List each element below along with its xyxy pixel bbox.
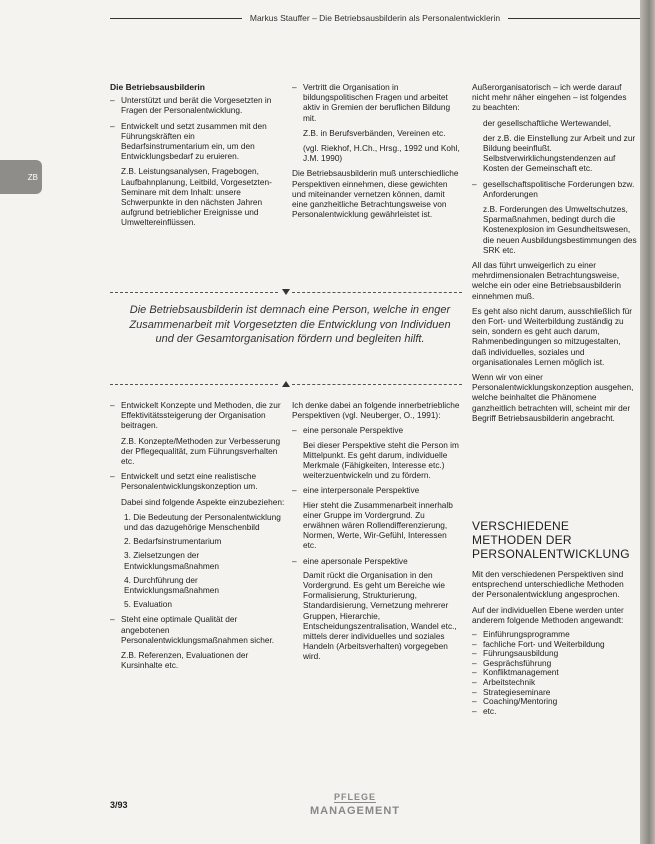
example-note: z.B. Forderungen des Umweltschutzes, Sparmaßnahmen, bedingt durch die Kostenexplosion im Gesundheitswesen, die neuen Ausbildungsbestimmungen des SRK etc. [483,204,637,255]
paragraph: Auf der individuellen Ebene werden unter anderem folgende Methoden angewandt: [472,604,624,625]
item-number: 5. [124,599,131,610]
list-item: – Unterstützt und berät die Vorgesetzten in Fragen der Personalentwicklung. [110,95,285,115]
perspective-item [292,485,462,550]
quote-rule-left-bottom [110,384,278,385]
perspective-text: Hier steht die Zusammenarbeit innerhalb einer Gruppe im Vordergrund. Zu erwähnen wären Rollendifferenzierung, Normen, Werte, Wir-Gefühl, Interessen etc. [303,499,453,551]
perspective-label: – eine apersonale Perspektive [303,555,408,566]
side-tab-label: ZB [27,172,38,182]
perspective-list [292,425,462,661]
page-number: 3/93 [110,800,128,810]
running-title: Markus Stauffer – Die Betriebsausbilderin als Personalentwicklerin [249,13,501,23]
header-rule-left [110,18,242,19]
column-1-bottom [110,400,285,675]
item-text: Bedarfsinstrumentarium [133,536,222,547]
example-note: Z.B. Konzepte/Methoden zur Verbesserung der Pflegequalität, zum Führungsverhalten etc. [121,435,281,467]
aspect-list [110,512,285,610]
section-heading-methods: VERSCHIEDENE METHODEN DER PERSONALENTWICKLUNG [472,519,630,561]
method-item: – Arbeitstechnik [472,678,637,688]
item-text: Evaluation [133,599,172,610]
numbered-item [110,536,285,546]
column-3-top [472,82,637,428]
list-item: der z.B. die Einstellung zur Arbeit und zur Bildung beeinflußt. Selbstverwirklichungstendenzen auf Kosten der Gemeinschaft etc. [483,132,636,174]
method-item: – Einführungsprogramme [472,630,637,640]
paragraph: All das führt unweigerlich zu einer mehrdimensionalen Betrachtungsweise, welche ein oder eine Betriebsausbilderin einnehmen muß. [472,260,621,301]
method-item: – Strategieseminare [472,688,637,698]
duty-list [110,95,285,161]
perspective-label: – eine personale Perspektive [303,425,404,436]
magazine-logo [300,787,410,817]
methods-list [472,630,637,716]
item-number: 2. [124,536,131,547]
method-item: – etc. [472,707,637,717]
paragraph: Ich denke dabei an folgende innerbetriebliche Perspektiven (vgl. Neuberger, O., 1991): [292,400,460,421]
paragraph: Die Betriebsausbilderin muß unterschiedliche Perspektiven einnehmen, diese gewichten und miteinander vernetzen können, damit eine ganzheitliche Betrachtungsweise von Personalentwicklung gewährleistet ist. [292,168,459,220]
pull-quote: Die Betriebsausbilderin ist demnach eine Person, welche in enger Zusammenarbeit mit Vorgesetzten die Entwicklung von Individuen und der Gesamtorganisation fördern und begleiten hilft. [129,304,451,345]
numbered-item [110,512,285,532]
logo-bottom: MANAGEMENT [309,805,401,817]
paragraph: Mit den verschiedenen Perspektiven sind entsprechend unterschiedliche Methoden der Personalentwicklung angesprochen. [472,569,624,600]
method-item: – Coaching/Mentoring [472,697,637,707]
column-2-bottom [292,400,462,667]
paragraph: Wenn wir von einer Personalentwicklungskonzeption ausgehen, welche beinhaltet die Phänomene ganzheitlich betrachten will, scheint mir der Begriff Betriebsausbilderin angebracht. [472,372,634,423]
numbered-item [110,575,285,595]
example-note: Z.B. Leistungsanalysen, Fragebogen, Laufbahnplanung, Leitbild, Vorgesetzten-Seminare mit dem Inhalt: unsere Schwerpunkte in den nächsten Jahren aufgrund betrieblicher Ereignisse und Umweltereinflüssen. [121,166,272,228]
perspective-item [292,556,462,662]
list-item: – gesellschaftspolitische Forderungen bzw. Anforderungen [472,179,637,199]
numbered-item [110,599,285,609]
duty-list [110,400,285,431]
header-rule-right [508,18,640,19]
side-tab [0,160,42,194]
list-item: – Entwickelt und setzt eine realistische Personalentwicklungskonzeption um. [110,471,285,491]
column-1-top [110,82,285,233]
example-note: Dabei sind folgende Aspekte einzubeziehen: [121,496,285,507]
list-item: der gesellschaftliche Wertewandel, [483,117,612,128]
section-heading-betriebsausbilderin: Die Betriebsausbilderin [110,82,205,92]
paragraph: Es geht also nicht darum, ausschließlich für den Fort- und Weiterbildung zuständig zu sein, sondern es geht auch darum, Rahmenbedingungen so mitzugestalten, daß individuelles, soziales und organisationales Lernen möglich ist. [472,305,633,367]
quote-rule-right-bottom [292,384,462,385]
method-item: – Führungsausbildung [472,649,637,659]
sub-list [472,118,637,174]
list-item: – Entwickelt und setzt zusammen mit den Führungskräften ein Bedarfsinstrumentarium ein, um den Entwicklungsbedarf zu eruieren. [110,121,285,162]
duty-list [292,82,462,123]
example-note: Z.B. in Berufsverbänden, Vereinen etc. [303,127,446,138]
numbered-item [110,550,285,570]
perspective-item [292,425,462,480]
item-number: 3. [124,550,131,561]
quote-rule-left [110,292,278,293]
requirements-list [472,179,637,199]
binding-gutter [640,0,655,844]
triangle-down-icon [282,289,290,295]
item-text: Die Bedeutung der Personalentwicklung und das dazugehörige Menschenbild [124,511,281,533]
list-item: – Steht eine optimale Qualität der angebotenen Personalentwicklungsmaßnahmen sicher. [110,614,285,645]
column-3-bottom [472,515,637,721]
list-item: – Vertritt die Organisation in bildungspolitischen Fragen und arbeitet aktiv in Gremien der beruflichen Bildung mit. [292,82,462,123]
duty-list [110,471,285,491]
perspective-text: Bei dieser Perspektive steht die Person im Mittelpunkt. Es geht darum, individuelle Merkmale (Fähigkeiten, Interesse etc.) weiterzuentwickeln und zu fördern. [303,439,459,481]
method-item: – Gesprächsführung [472,659,637,669]
duty-list [110,614,285,645]
item-number: 1. [124,511,131,522]
item-number: 4. [124,574,131,585]
list-item: – Entwickelt Konzepte und Methoden, die zur Effektivitätssteigerung der Organisation beitragen. [110,400,285,431]
example-note: Z.B. Referenzen, Evaluationen der Kursinhalte etc. [121,650,249,671]
method-item: – fachliche Fort- und Weiterbildung [472,640,637,650]
running-header [110,10,640,26]
triangle-up-icon [282,381,290,387]
paragraph: Außerorganisatorisch – ich werde darauf nicht mehr näher eingehen – ist folgendes zu beachten: [472,82,627,113]
perspective-text: Damit rückt die Organisation in den Vordergrund. Es geht um Bereiche wie Formalisierung, Strukturierung, Standardisierung, Vernetzung mehrerer Gruppen, Hierarchie, Entscheidungszentralisation, Wandel etc., mittels derer individuelles und soziales Handeln (Arbeitsverhalten) vorgegeben wird. [303,569,457,662]
perspective-label: – eine interpersonale Perspektive [303,485,420,496]
method-item: – Konfliktmanagement [472,668,637,678]
quote-rule-right [292,292,462,293]
item-text: Zielsetzungen der Entwicklungsmaßnahmen [124,550,219,571]
item-text: Durchführung der Entwicklungsmaßnahmen [124,574,219,596]
logo-top: PFLEGE [333,792,376,802]
citation: (vgl. Riekhof, H.Ch., Hrsg., 1992 und Kohl, J.M. 1990) [303,143,460,164]
column-2-top [292,82,462,224]
